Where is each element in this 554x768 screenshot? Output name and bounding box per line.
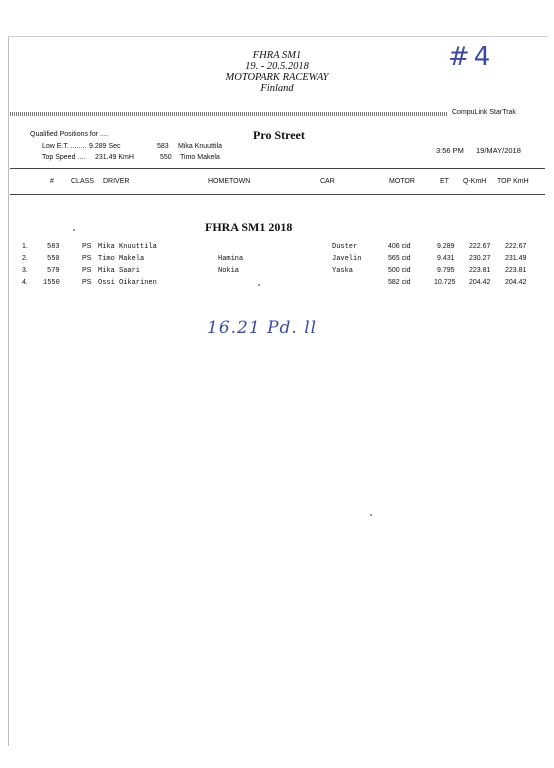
event-dates: 19. - 20.5.2018 bbox=[245, 61, 309, 72]
col-pos: # bbox=[50, 178, 54, 185]
event-name: FHRA SM1 bbox=[252, 50, 302, 61]
cell-driver: Ossi Oikarinen bbox=[98, 279, 157, 287]
dotted-divider bbox=[10, 112, 448, 116]
cell-number: 579 bbox=[47, 267, 60, 275]
col-qkmh: Q-KmH bbox=[463, 178, 487, 185]
cell-driver: Timo Makela bbox=[98, 255, 145, 263]
low-et-driver: Mika Knuuttila bbox=[178, 143, 222, 150]
low-et-label: Low E.T. ........ bbox=[42, 143, 87, 150]
cell-et: 9.289 bbox=[437, 243, 455, 250]
cell-topkmh: 223.81 bbox=[505, 267, 527, 274]
col-car: CAR bbox=[320, 178, 335, 185]
header-rule-top bbox=[10, 168, 545, 169]
cell-motor: 582 cid bbox=[388, 279, 411, 286]
qualified-title: Qualified Positions for .... bbox=[30, 131, 108, 138]
cell-qkmh: 222.67 bbox=[469, 243, 491, 250]
cell-number: 550 bbox=[47, 255, 60, 263]
handwritten-note: 16.21 Pd. ll bbox=[207, 318, 318, 338]
top-speed-driver: Timo Makela bbox=[180, 154, 220, 161]
event-venue: MOTOPARK RACEWAY bbox=[225, 72, 329, 83]
cell-et: 9.795 bbox=[437, 267, 455, 274]
section-title: FHRA SM1 2018 bbox=[205, 220, 293, 234]
scan-speck bbox=[258, 284, 260, 286]
cell-et: 9.431 bbox=[437, 255, 455, 262]
cell-topkmh: 204.42 bbox=[505, 279, 527, 286]
cell-hometown: Hamina bbox=[218, 255, 244, 263]
cell-pos: 2. bbox=[22, 255, 28, 262]
report-time: 3:56 PM bbox=[436, 146, 464, 155]
col-hometown: HOMETOWN bbox=[208, 178, 251, 185]
top-speed-car: 550 bbox=[160, 154, 172, 161]
cell-number: 583 bbox=[47, 243, 60, 251]
table-row bbox=[0, 255, 554, 266]
cell-motor: 565 cid bbox=[388, 255, 411, 262]
cell-car: Yaska bbox=[332, 267, 354, 275]
cell-class: PS bbox=[82, 243, 92, 250]
vendor-label: CompuLink StarTrak bbox=[452, 109, 516, 116]
cell-pos: 1. bbox=[22, 243, 28, 250]
cell-pos: 4. bbox=[22, 279, 28, 286]
cell-hometown: Nokia bbox=[218, 267, 240, 275]
col-topkmh: TOP KmH bbox=[497, 178, 529, 185]
cell-driver: Mika Saari bbox=[98, 267, 141, 275]
cell-pos: 3. bbox=[22, 267, 28, 274]
cell-motor: 500 cid bbox=[388, 267, 411, 274]
cell-class: PS bbox=[82, 255, 92, 262]
cell-class: PS bbox=[82, 267, 92, 274]
table-row bbox=[0, 279, 554, 290]
scan-speck bbox=[73, 229, 75, 231]
cell-topkmh: 222.67 bbox=[505, 243, 527, 250]
cell-qkmh: 230.27 bbox=[469, 255, 491, 262]
low-et-car: 583 bbox=[157, 143, 169, 150]
cell-motor: 406 cid bbox=[388, 243, 411, 250]
cell-topkmh: 231.49 bbox=[505, 255, 527, 262]
handwritten-sheet-number: #4 bbox=[448, 42, 495, 72]
page-top-edge bbox=[8, 36, 548, 37]
page-left-edge bbox=[8, 36, 9, 746]
cell-driver: Mika Knuuttila bbox=[98, 243, 157, 251]
table-row bbox=[0, 267, 554, 278]
cell-number: 1550 bbox=[43, 279, 60, 287]
top-speed-label: Top Speed .... bbox=[42, 154, 86, 161]
cell-car: Javelin bbox=[332, 255, 362, 263]
col-class: CLASS bbox=[71, 178, 94, 185]
low-et-value: 9.289 Sec bbox=[89, 143, 121, 150]
cell-qkmh: 204.42 bbox=[469, 279, 491, 286]
report-date: 19/MAY/2018 bbox=[476, 146, 521, 155]
top-speed-value: 231.49 KmH bbox=[95, 154, 134, 161]
header-rule-bottom bbox=[10, 194, 545, 195]
table-row bbox=[0, 243, 554, 254]
col-driver: DRIVER bbox=[103, 178, 130, 185]
col-motor: MOTOR bbox=[389, 178, 415, 185]
col-et: ET bbox=[440, 178, 449, 185]
cell-qkmh: 223.81 bbox=[469, 267, 491, 274]
scan-speck bbox=[370, 514, 372, 516]
cell-et: 10.725 bbox=[434, 279, 456, 286]
cell-class: PS bbox=[82, 279, 92, 286]
cell-car: Duster bbox=[332, 243, 358, 251]
event-class-title: Pro Street bbox=[253, 128, 305, 142]
event-country: Finland bbox=[260, 83, 294, 94]
